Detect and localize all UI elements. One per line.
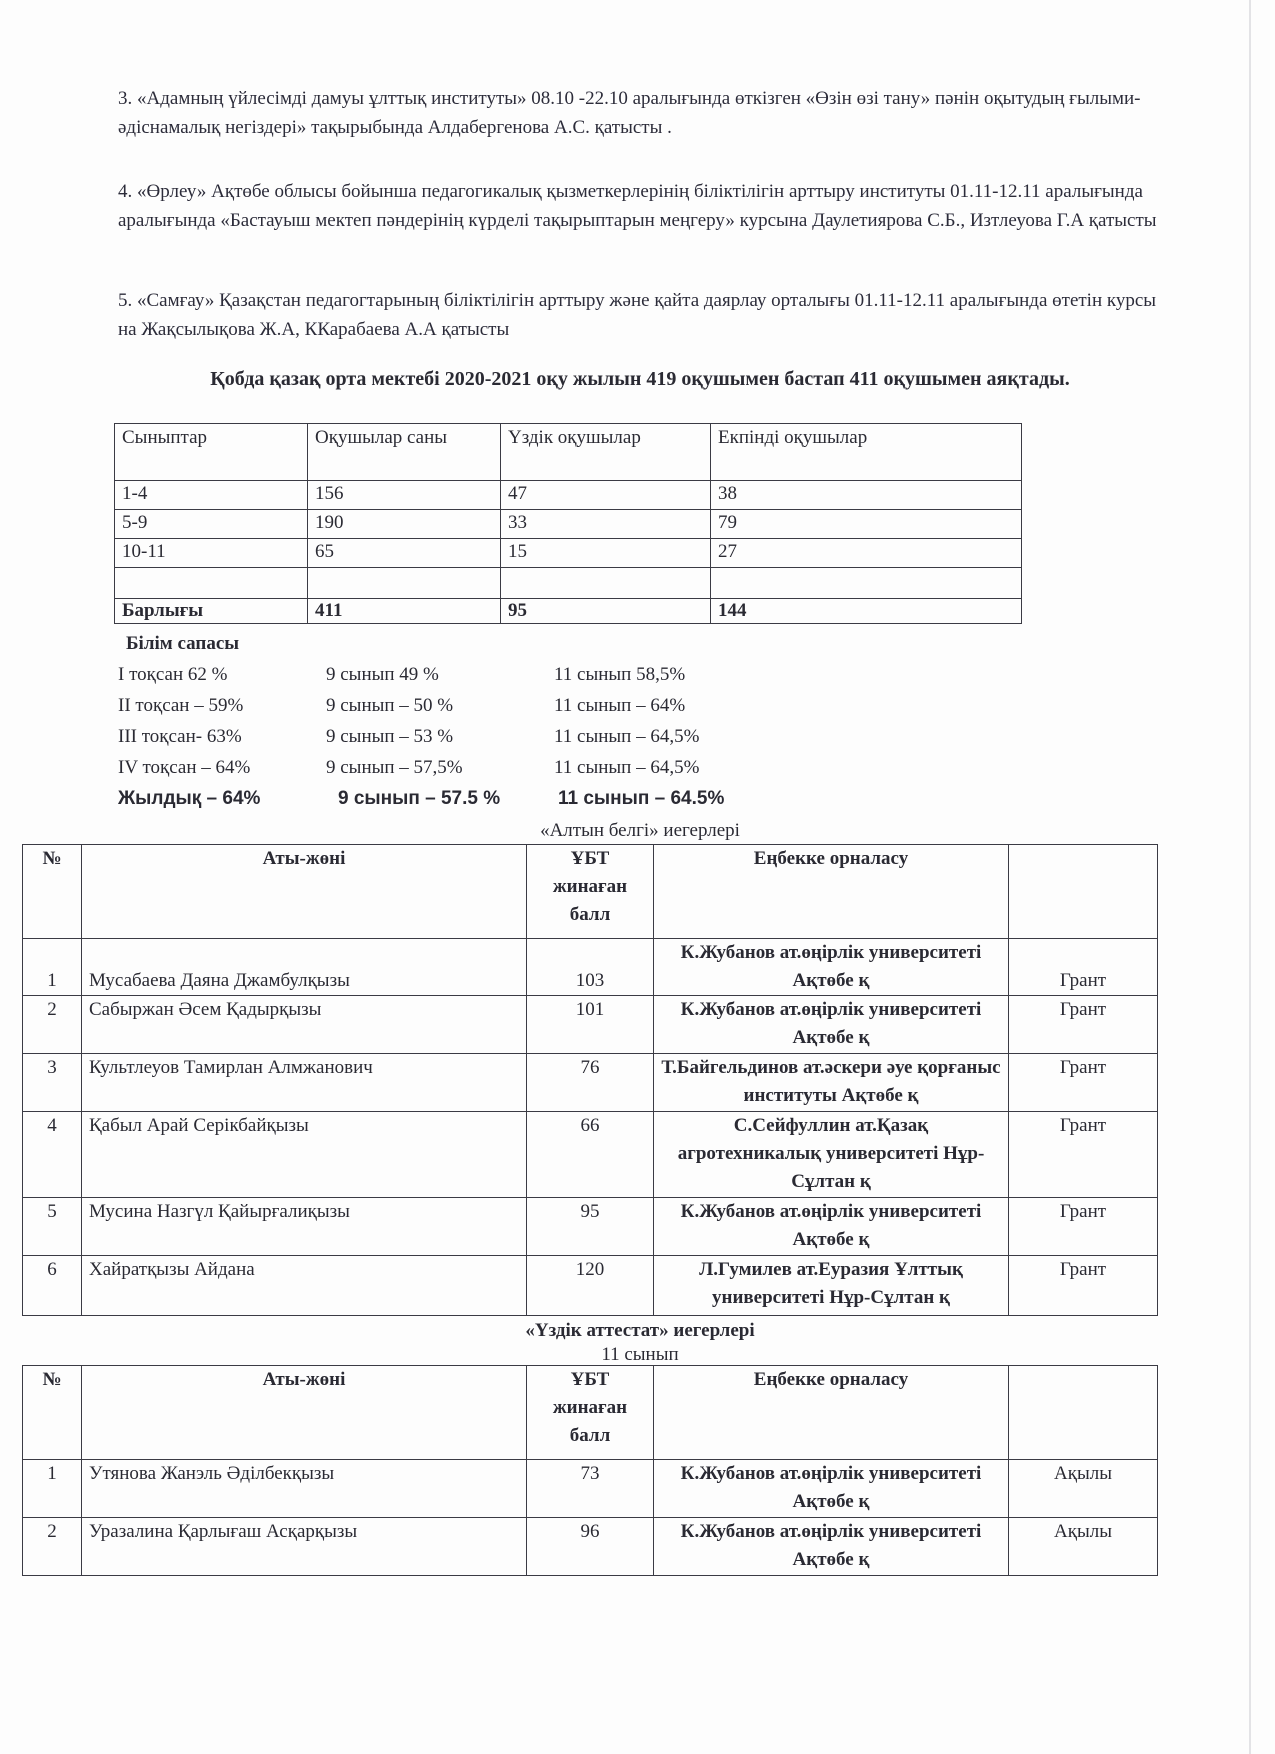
header-cell: ҰБТ жинаған балл — [527, 1366, 654, 1460]
total-cell: 411 — [308, 599, 501, 624]
quality-grade9: 9 сынып 49 % — [326, 664, 439, 685]
quality-grade9: 9 сынып – 53 % — [326, 726, 454, 747]
table-cell: Утянова Жанэль Әділбекқызы — [82, 1460, 527, 1518]
table-cell: 1 — [23, 939, 82, 996]
table-cell: 120 — [527, 1256, 654, 1316]
table-cell: 73 — [527, 1460, 654, 1518]
paragraph-4: 4. «Өрлеу» Ақтөбе облысы бойынша педагогикалық қызметкерлерінің біліктілігін арттыру институты 01.11-12.11 аралығында аралығында «Бастауыш мектеп пәндерінің күрделі тақырыптарын меңгеру» курсына Даулетиярова С.Б., Изтлеуова Г.А қатысты — [118, 181, 1157, 231]
table-cell: Культлеуов Тамирлан Алмжанович — [82, 1054, 527, 1112]
table-cell: Хайратқызы Айдана — [82, 1256, 527, 1316]
header-cell — [1009, 1366, 1158, 1460]
header-cell: № — [23, 1366, 82, 1460]
quality-quarter: ІІ тоқсан – 59% — [118, 695, 244, 716]
quality-section — [118, 628, 724, 814]
table-cell: 66 — [527, 1112, 654, 1198]
table-cell — [115, 568, 308, 599]
table-cell: 5 — [23, 1198, 82, 1256]
table-cell: Ақылы — [1009, 1518, 1158, 1576]
table-row — [115, 539, 1022, 568]
table-cell: 33 — [501, 510, 711, 539]
table-cell — [711, 568, 1022, 599]
quality-row — [118, 721, 724, 752]
table-cell: Мусина Назгүл Қайырғалиқызы — [82, 1198, 527, 1256]
table-row — [23, 939, 1158, 996]
table-cell: Грант — [1009, 1198, 1158, 1256]
table-cell: 10-11 — [115, 539, 308, 568]
attestat-grade: 11 сынып — [601, 1344, 679, 1365]
table-cell: 2 — [23, 996, 82, 1054]
gold-caption: «Алтын белгі» иегерлері — [540, 820, 740, 841]
table-cell: К.Жубанов ат.өңірлік университеті Ақтөбе қ — [654, 939, 1009, 996]
table-cell: 38 — [711, 481, 1022, 510]
quality-grade9: 9 сынып – 50 % — [326, 695, 454, 716]
quality-row — [118, 752, 724, 783]
table-cell: 47 — [501, 481, 711, 510]
table-cell: Сабыржан Әсем Қадырқызы — [82, 996, 527, 1054]
table-cell: К.Жубанов ат.өңірлік университеті Ақтөбе қ — [654, 996, 1009, 1054]
attestat-table — [22, 1365, 1158, 1576]
table-cell: 76 — [527, 1054, 654, 1112]
quality-annual-grade11: 11 сынып – 64.5% — [558, 788, 725, 809]
table-cell: 79 — [711, 510, 1022, 539]
stats-header-row — [115, 424, 1022, 481]
table-cell — [308, 568, 501, 599]
table-row — [23, 1198, 1158, 1256]
table-cell: Грант — [1009, 1112, 1158, 1198]
quality-grade11: 11 сынып 58,5% — [554, 664, 686, 685]
table-cell: 27 — [711, 539, 1022, 568]
paragraph-5: 5. «Самғау» Қазақстан педагогтарының біліктілігін арттыру және қайта даярлау орталығы 01.11-12.11 аралығында өтетін курсы на Жақсылықова Ж.А, ККарабаева А.А қатысты — [118, 290, 1157, 340]
table-row — [23, 1518, 1158, 1576]
table-cell: 2 — [23, 1518, 82, 1576]
table-cell: С.Сейфуллин ат.Қазақ агротехникалық университеті Нұр-Сұлтан қ — [654, 1112, 1009, 1198]
stats-header-cell: Екпінді оқушылар — [711, 424, 1022, 481]
table-cell: К.Жубанов ат.өңірлік университеті Ақтөбе қ — [654, 1460, 1009, 1518]
quality-row — [118, 690, 724, 721]
page-edge — [1249, 0, 1251, 1754]
table-cell: 15 — [501, 539, 711, 568]
quality-annual-grade9: 9 сынып – 57.5 % — [338, 788, 501, 809]
table-cell: Т.Байгельдинов ат.әскери әуе қорғаныс институты Ақтөбе қ — [654, 1054, 1009, 1112]
table-cell: 3 — [23, 1054, 82, 1112]
table-row — [115, 568, 1022, 599]
gold-header-row — [23, 845, 1158, 939]
stats-table — [114, 423, 1022, 624]
quality-grade11: 11 сынып – 64% — [554, 695, 686, 716]
attestat-header-row — [23, 1366, 1158, 1460]
table-cell: 65 — [308, 539, 501, 568]
quality-row — [118, 659, 724, 690]
table-cell: 4 — [23, 1112, 82, 1198]
header-cell: Аты-жөні — [82, 1366, 527, 1460]
quality-grade11: 11 сынып – 64,5% — [554, 726, 700, 747]
table-cell: Уразалина Қарлығаш Асқарқызы — [82, 1518, 527, 1576]
total-cell: 144 — [711, 599, 1022, 624]
header-cell: Аты-жөні — [82, 845, 527, 939]
table-cell: К.Жубанов ат.өңірлік университеті Ақтөбе қ — [654, 1198, 1009, 1256]
quality-annual: Жылдық – 64% — [118, 788, 261, 809]
quality-quarter: І тоқсан 62 % — [118, 664, 228, 685]
table-row — [115, 481, 1022, 510]
quality-annual-row — [118, 783, 724, 814]
table-cell: К.Жубанов ат.өңірлік университеті Ақтөбе қ — [654, 1518, 1009, 1576]
header-cell: Еңбекке орналасу — [654, 845, 1009, 939]
quality-grade9: 9 сынып – 57,5% — [326, 757, 463, 778]
total-cell: Барлығы — [115, 599, 308, 624]
header-cell: ҰБТ жинаған балл — [527, 845, 654, 939]
table-cell: Л.Гумилев ат.Еуразия Ұлттық университеті Нұр-Сұлтан қ — [654, 1256, 1009, 1316]
table-cell: 6 — [23, 1256, 82, 1316]
total-cell: 95 — [501, 599, 711, 624]
quality-quarter: ІІІ тоқсан- 63% — [118, 726, 242, 747]
table-cell: 5-9 — [115, 510, 308, 539]
table-cell: Грант — [1009, 1256, 1158, 1316]
table-row — [23, 1256, 1158, 1316]
quality-quarter: ІV тоқсан – 64% — [118, 757, 251, 778]
table-row — [23, 1112, 1158, 1198]
table-row — [23, 996, 1158, 1054]
total-row — [115, 599, 1022, 624]
table-cell: Грант — [1009, 939, 1158, 996]
attestat-caption: «Үздік аттестат» иегерлері — [525, 1320, 755, 1341]
table-cell: Қабыл Арай Серікбайқызы — [82, 1112, 527, 1198]
table-cell: 190 — [308, 510, 501, 539]
header-cell: Еңбекке орналасу — [654, 1366, 1009, 1460]
table-cell: 1-4 — [115, 481, 308, 510]
header-cell: № — [23, 845, 82, 939]
gold-table — [22, 844, 1158, 1316]
quality-title: Білім сапасы — [126, 633, 240, 654]
table-cell: 95 — [527, 1198, 654, 1256]
table-cell: 156 — [308, 481, 501, 510]
table-cell — [501, 568, 711, 599]
table-cell: Грант — [1009, 996, 1158, 1054]
table-cell: 103 — [527, 939, 654, 996]
table-row — [115, 510, 1022, 539]
table-row — [23, 1054, 1158, 1112]
header-cell — [1009, 845, 1158, 939]
stats-header-cell: Үздік оқушылар — [501, 424, 711, 481]
table-cell: Грант — [1009, 1054, 1158, 1112]
table-row — [23, 1460, 1158, 1518]
table-cell: Мусабаева Даяна Джамбулқызы — [82, 939, 527, 996]
summary-heading: Қобда қазақ орта мектебі 2020-2021 оқу жылын 419 оқушымен бастап 411 оқушымен аяқтады. — [210, 368, 1070, 390]
table-cell: Ақылы — [1009, 1460, 1158, 1518]
paragraph-3: 3. «Адамның үйлесімді дамуы ұлттық институты» 08.10 -22.10 аралығында өткізген «Өзін өзі тану» пәнін оқытудың ғылыми-әдіснамалық негіздері» тақырыбында Алдабергенова А.С. қатысты . — [118, 88, 1141, 138]
table-cell: 1 — [23, 1460, 82, 1518]
table-cell: 96 — [527, 1518, 654, 1576]
table-cell: 101 — [527, 996, 654, 1054]
stats-header-cell: Оқушылар саны — [308, 424, 501, 481]
stats-header-cell: Сыныптар — [115, 424, 308, 481]
quality-grade11: 11 сынып – 64,5% — [554, 757, 700, 778]
